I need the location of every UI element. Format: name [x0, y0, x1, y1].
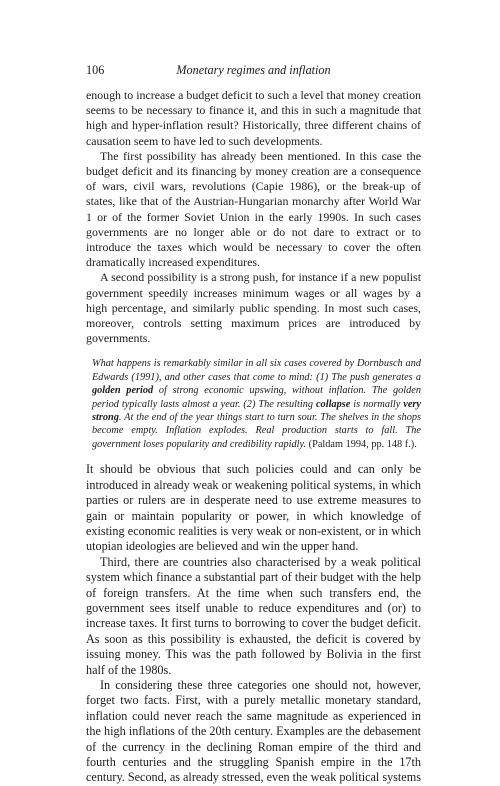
page-number: 106	[86, 63, 105, 77]
body-text	[86, 88, 421, 786]
quote-emphasis: golden period	[92, 385, 154, 397]
paragraph: The first possibility has already been mentioned. In this case the budget deficit and its financing by money creation are a consequence of wars, civil wars, revolutions (Capie 1986), or the break-up of states, like that of the Austrian-Hungarian monarchy after World War 1 or of the former Soviet Union in the early 1990s. In such cases governments are no longer able or do not dare to extract or to introduce the taxes which would be necessary to cover the often dramatically increased expenditures.	[86, 148, 421, 270]
paragraph: It should be obvious that such policies could and can only be introduced in already weak or weakening political systems, in which parties or rulers are in desperate need to use extreme measures to gain or maintain popularity or power, in which knowledge of existing economic realities is very weak or non-existent, or in which utopian ideologies are believed and win the upper hand.	[86, 462, 421, 554]
paragraph: A second possibility is a strong push, for instance if a new populist government speedily increases minimum wages or all wages by a high percentage, and similarly public spending. In most such cases, moreover, controls setting maximum prices are introduced by governments.	[86, 270, 421, 346]
quote-emphasis: very strong	[92, 398, 421, 424]
page-header	[86, 62, 421, 78]
paragraph: In considering these three categories one should not, however, forget two facts. First, with a purely metallic monetary standard, inflation could never reach the same magnitude as experienced in the high inflations of the 20th century. Examples are the debasement of the currency in the declining Roman empire of the third and fourth centuries and the struggling Spanish empire in the 17th century. Second, as already stressed, even the weak political systems	[86, 677, 421, 785]
quote-text: . At the end of the year things start to turn sour. The shelves in the shops become empty. Inflation explodes. Real production starts to fall. The government loses popularity and credibility rapidly.	[92, 412, 421, 450]
paragraph: enough to increase a budget deficit to such a level that money creation seems to be necessary to finance it, and this in such a magnitude that high and hyper-inflation result? Historically, three different chains of causation seem to have led to such developments.	[86, 88, 421, 148]
quote-text: of strong economic upswing, without inflation. The golden period typically lasts almost a year. (2) The resulting	[92, 385, 421, 410]
block-quote	[86, 357, 421, 451]
quote-text: What happens is remarkably similar in all six cases covered by Dornbusch and Edwards (1991), and other cases that come to mind: (1) The push generates a	[92, 358, 421, 383]
quote-text: is normally	[350, 398, 404, 410]
body-text-after-quote	[86, 462, 421, 786]
quote-emphasis: collapse	[315, 398, 351, 410]
running-head: Monetary regimes and inflation	[176, 63, 331, 77]
quote-citation: (Paldam 1994, pp. 148 f.).	[306, 438, 417, 450]
paragraph: Third, there are countries also characterised by a weak political system which finance a substantial part of their budget with the help of foreign transfers. At the time when such transfers end, the government sees itself unable to reduce expenditures and (or) to increase taxes. It first turns to borrowing to cover the budget deficit. As soon as this possibility is exhausted, the deficit is covered by issuing money. This was the path followed by Bolivia in the first half of the 1980s.	[86, 554, 421, 677]
